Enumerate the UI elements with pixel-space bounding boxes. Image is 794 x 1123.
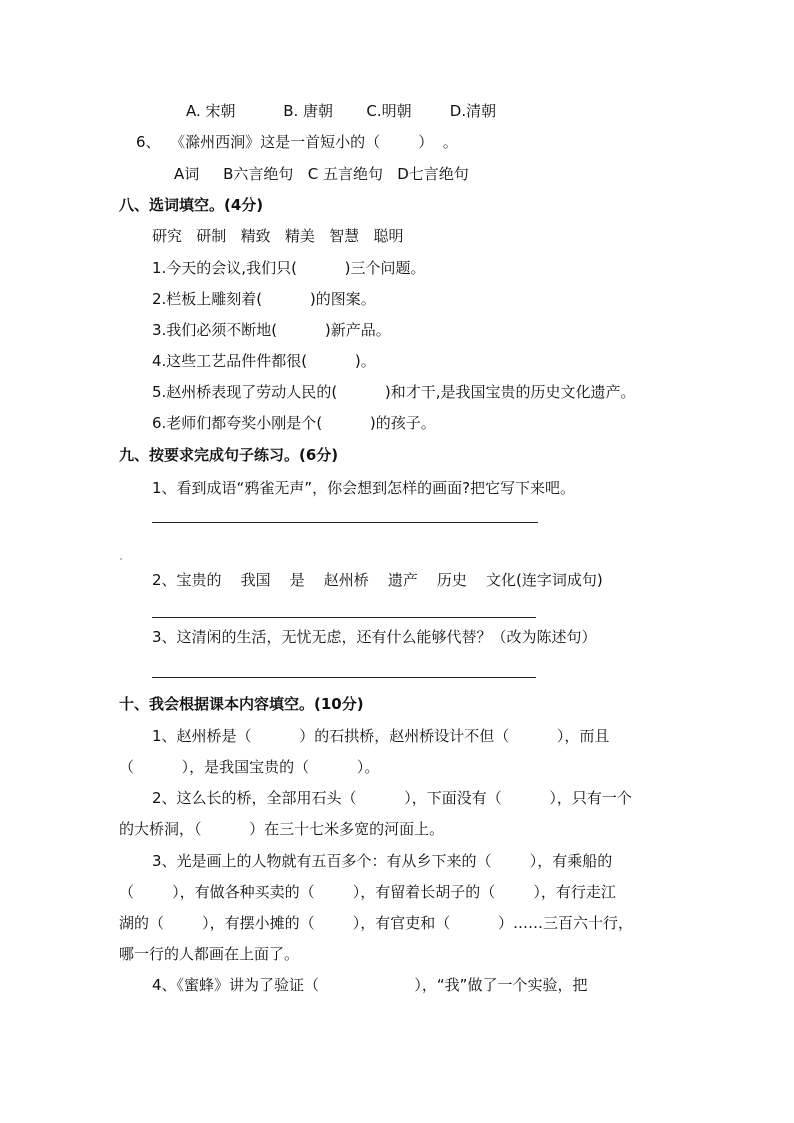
section-8-title: 八、选词填空。(4分)	[119, 196, 264, 214]
section-10-line: （ ），是我国宝贵的（ ）。	[119, 758, 380, 776]
answer-line[interactable]	[152, 522, 538, 523]
answer-line[interactable]	[152, 677, 536, 678]
section-9-title: 九、按要求完成句子练习。(6分)	[119, 446, 339, 464]
section-8-item: 5.赵州桥表现了劳动人民的( )和才干,是我国宝贵的历史文化遗产。	[152, 383, 636, 401]
section-10-line: 3、光是画上的人物就有五百多个：有从乡下来的（ ），有乘船的	[152, 852, 613, 870]
section-9-question-1: 1、看到成语“鸦雀无声”，你会想到怎样的画面?把它写下来吧。	[152, 479, 576, 497]
answer-line[interactable]	[152, 617, 536, 618]
section-10-line: （ ），有做各种买卖的（ ），有留着长胡子的（ ），有行走江	[119, 883, 616, 901]
section-10-line: 的大桥洞，（ ）在三十七米多宽的河面上。	[119, 820, 445, 838]
section-10-line: 湖的（ ），有摆小摊的（ ），有官吏和（ ）……三百六十行，	[119, 914, 633, 932]
section-10-line: 4、《蜜蜂》讲为了验证（ ），“我”做了一个实验，把	[152, 976, 588, 994]
section-10-line: 哪一行的人都画在上面了。	[119, 945, 300, 963]
section-8-word-bank: 研究 研制 精致 精美 智慧 聪明	[152, 227, 404, 245]
section-10-title: 十、我会根据课本内容填空。(10分)	[119, 695, 364, 713]
q6-stem: 6、 《滁州西涧》这是一首短小的（ ） 。	[136, 133, 458, 151]
section-8-item: 2.栏板上雕刻着( )的图案。	[152, 290, 376, 308]
section-8-item: 3.我们必须不断地( )新产品。	[152, 321, 391, 339]
section-9-question-3: 3、这清闲的生活，无忧无虑，还有什么能够代替？（改为陈述句）	[152, 628, 597, 646]
q6-options: A词 B六言绝句 C 五言绝句 D七言绝句	[174, 165, 469, 183]
section-8-item: 6.老师们都夸奖小刚是个( )的孩子。	[152, 414, 436, 432]
section-10-line: 1、赵州桥是（ ）的石拱桥，赵州桥设计不但（ ），而且	[152, 727, 610, 745]
stray-mark	[120, 558, 122, 560]
section-8-item: 1.今天的会议,我们只( )三个问题。	[152, 259, 426, 277]
section-8-item: 4.这些工艺品件件都很( )。	[152, 352, 376, 370]
section-10-line: 2、这么长的桥，全部用石头（ ），下面没有（ ），只有一个	[152, 789, 632, 807]
section-9-question-2: 2、宝贵的 我国 是 赵州桥 遗产 历史 文化(连字词成句)	[152, 571, 603, 589]
q5-options: A. 宋朝 B. 唐朝 C.明朝 D.清朝	[186, 102, 497, 120]
